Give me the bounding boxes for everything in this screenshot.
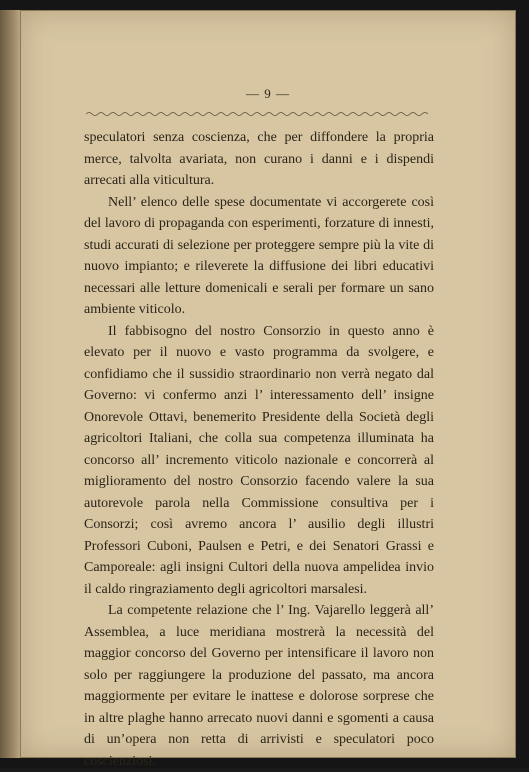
page-number: — 9 — [246,86,290,101]
paragraph: La competente relazione che l’ Ing. Vajarello leggerà all’ Assemblea, a luce meridiana mostrerà la necessità del maggior concorso del Governo per intensificare il lavoro non solo per raggiungere la produzione del passato, ma ancora maggiormente per evitare le inattese e dolorose sorprese che in altre plaghe hanno arrecato nuovi danni e sgomenti a causa di un’opera non retta di arrivisti e speculatori poco coscienziosi. [84,603,434,769]
book-spine [0,10,20,758]
decorative-wavy-rule [86,111,431,117]
paragraph: Il fabbisogno del nostro Consorzio in questo anno è elevato per il nuovo e vasto programma da svolgere, e confidiamo che il sussidio straordinario non verrà negato dal Governo: vi confermo anzi l’ interessamento dell’ insigne Onorevole Ottavi, benemerito Presidente della Società degli agricoltori Italiani, che colla sua competenza illuminata ha concorso all’ incremento viticolo nazionale e concorrerà al miglioramento del nostro Consorzio facendo valere la sua autorevole parola nella Commissione consultiva per i Consorzi; così avremo ancora l’ ausilio degli illustri Professori Cuboni, Paulsen e Petri, e dei Senatori Grassi e Camporeale: agli insigni Cultori della nuova ampelidea invio il caldo ringraziamento degli agricoltori marsalesi. [84,323,434,597]
paragraph: Nell’ elenco delle spese documentate vi accorgerete così del lavoro di propaganda con esperimenti, forzature di innesti, studi accurati di selezione per proteggere sempre più la vite di nuovo impianto; e rileverete la diffusione dei libri educativi necessari alle letture domenicali e serali per formare un sano ambiente viticolo. [84,194,434,317]
body-text [84,127,434,772]
book-page [20,10,516,769]
paragraph: speculatori senza coscienza, che per diffondere la propria merce, talvolta avariata, non curano i danni e i dispendi arrecati alla viticultura. [84,130,434,188]
